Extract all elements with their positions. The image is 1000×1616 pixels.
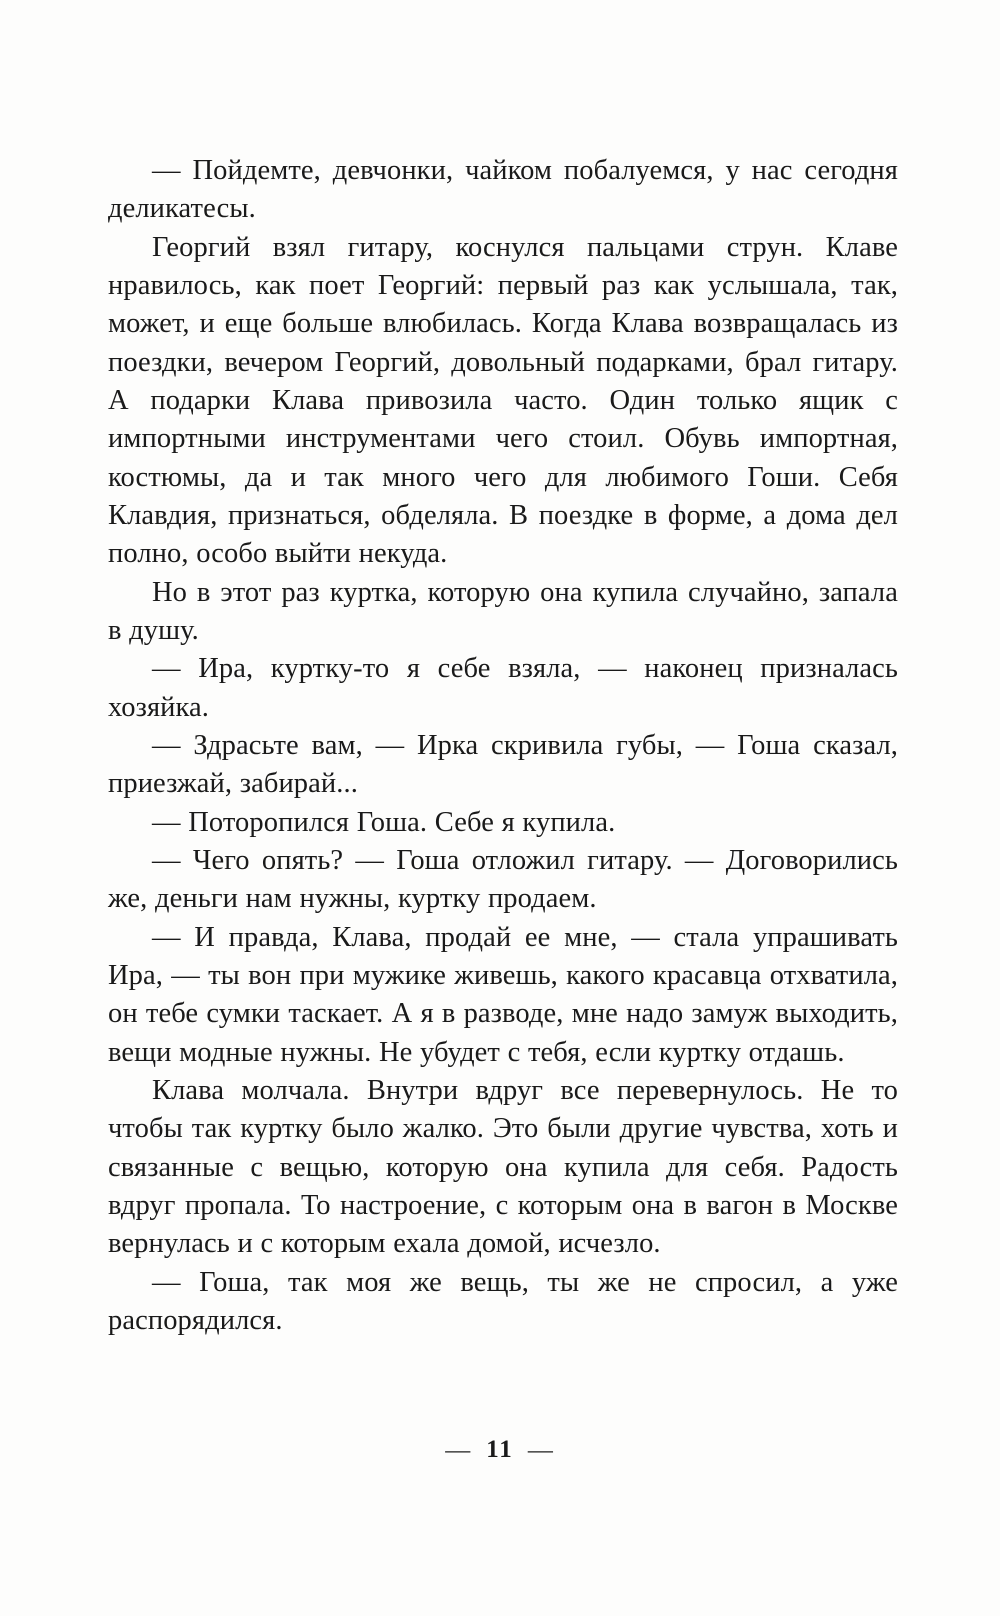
paragraph: Георгий взял гитару, коснулся пальцами струн. Клаве нравилось, как поет Георгий: первый раз как услышала, так, может, и еще больше влюбилась. Когда Клава возвращалась из поездки, вечером Георгий, довольный подарками, брал гитару. А подарки Клава привозила часто. Один только ящик с импортными инструментами чего стоил. Обувь импортная, костюмы, да и так много чего для любимого Гоши. Себя Клавдия, признаться, обделяла. В поездке в форме, а дома дел полно, особо выйти некуда. [108,231,898,570]
paragraph: Клава молчала. Внутри вдруг все перевернулось. Не то чтобы так куртку было жалко. Это были другие чувства, хоть и связанные с вещью, которую она купила для себя. Радость вдруг пропала. То настроение, с которым она в вагон в Москве вернулась и с которым ехала домой, исчезло. [108,1074,898,1260]
paragraph: — Поторопился Гоша. Себе я купила. [152,806,616,838]
paragraph: — Здрасьте вам, — Ирка скривила губы, — Гоша сказал, приезжай, забирай... [108,729,898,800]
paragraph: — Пойдемте, девчонки, чайком побалуемся, у нас сегодня деликатесы. [108,155,898,225]
body-text [108,152,898,1340]
page-number-value: 11 [486,1436,514,1463]
paragraph: — И правда, Клава, продай ее мне, — стала упрашивать Ира, — ты вон при мужике живешь, какого красавца отхватила, он тебе сумки таскает. А я в разводе, мне надо замуж выходить, вещи модные нужны. Не убудет с тебя, если куртку отдашь. [108,921,898,1068]
page-number-dash-left: — [445,1437,473,1465]
paragraph: — Ира, куртку-то я себе взяла, — наконец призналась хозяйка. [108,653,898,723]
paragraph: — Гоша, так моя же вещь, ты же не спросил, а уже распорядился. [108,1266,898,1336]
paragraph: Но в этот раз куртка, которую она купила случайно, запала в душу. [108,576,898,646]
page-number [0,1436,1000,1465]
page-number-dash-right: — [527,1437,555,1465]
paragraph: — Чего опять? — Гоша отложил гитару. — Договорились же, деньги нам нужны, куртку продаем. [108,844,898,915]
